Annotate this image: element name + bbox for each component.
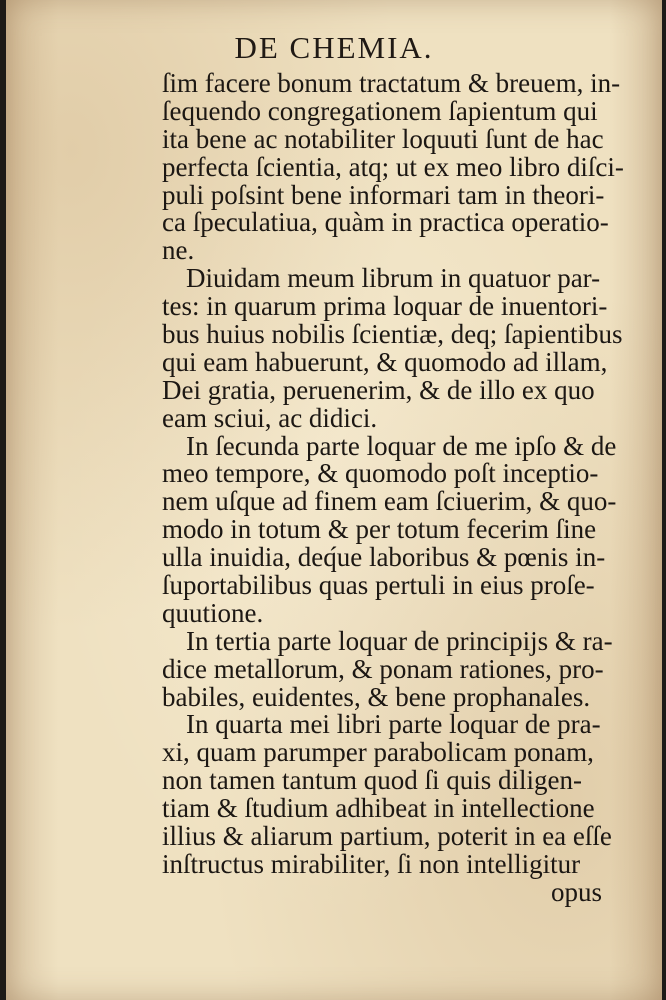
text-line: dice metallorum, & ponam rationes, pro- xyxy=(162,653,604,684)
text-line: inſtructus mirabiliter, ſi non intelligitur xyxy=(162,848,581,879)
paragraph-1 xyxy=(162,68,624,266)
text-line: ulla inuidia, deq́ue laboribus & pœnis in- xyxy=(162,542,606,573)
text-line: xi, quam parumper parabolicam ponam, xyxy=(162,737,594,768)
text-line: meo tempore, & quomodo poſt inceptio- xyxy=(162,458,599,489)
paragraph-2 xyxy=(162,263,623,433)
paragraph-4 xyxy=(162,625,613,712)
text-line: In ſecunda parte loquar de me ipſo & de xyxy=(186,430,617,461)
text-line: bus huius nobilis ſcientiæ, deq; ſapientibus xyxy=(162,319,623,350)
text-line: tiam & ſtudium adhibeat in intellectione xyxy=(162,793,595,824)
text-line: In quarta mei libri parte loquar de pra- xyxy=(186,709,601,740)
text-line: nem uſque ad finem eam ſciuerim, & quo- xyxy=(162,486,617,517)
text-block xyxy=(162,68,624,907)
running-head: DE CHEMIA. xyxy=(234,30,434,65)
text-line: perfecta ſcientia, atq; ut ex meo libro diſci- xyxy=(162,151,624,182)
text-line: ita bene ac notabiliter loquuti ſunt de hac xyxy=(162,123,604,154)
text-line: In tertia parte loquar de principijs & ra- xyxy=(186,625,613,656)
text-line: modo in totum & per totum fecerim ſine xyxy=(162,514,597,545)
text-line: ſim facere bonum tractatum & breuem, in- xyxy=(162,68,621,98)
text-line: ca ſpeculatiua, quàm in practica operatio- xyxy=(162,207,609,238)
text-line: ſuportabilibus quas pertuli in eius proſe- xyxy=(162,570,595,601)
paragraph-5 xyxy=(162,709,612,879)
text-line: qui eam habuerunt, & quomodo ad illam, xyxy=(162,346,608,377)
text-line: tes: in quarum prima loquar de inuentori- xyxy=(162,291,608,322)
text-line: quutione. xyxy=(162,597,264,628)
text-line: ne. xyxy=(162,235,195,266)
text-line: illius & aliarum partium, poterit in ea eſſe xyxy=(162,821,612,852)
catchword: opus xyxy=(550,876,602,907)
text-line: Dei gratia, peruenerim, & de illo ex quo xyxy=(162,374,595,405)
text-line: non tamen tantum quod ſi quis diligen- xyxy=(162,765,582,796)
text-line: babiles, euidentes, & bene prophanales. xyxy=(162,681,591,712)
paragraph-3 xyxy=(162,430,617,628)
text-line: eam sciui, ac didici. xyxy=(162,402,378,433)
text-line: Diuidam meum librum in quatuor par- xyxy=(186,263,601,294)
book-page xyxy=(6,0,662,1000)
text-line: ſequendo congregationem ſapientum qui xyxy=(162,95,598,126)
text-line: puli poſsint bene informari tam in theori- xyxy=(162,179,605,210)
